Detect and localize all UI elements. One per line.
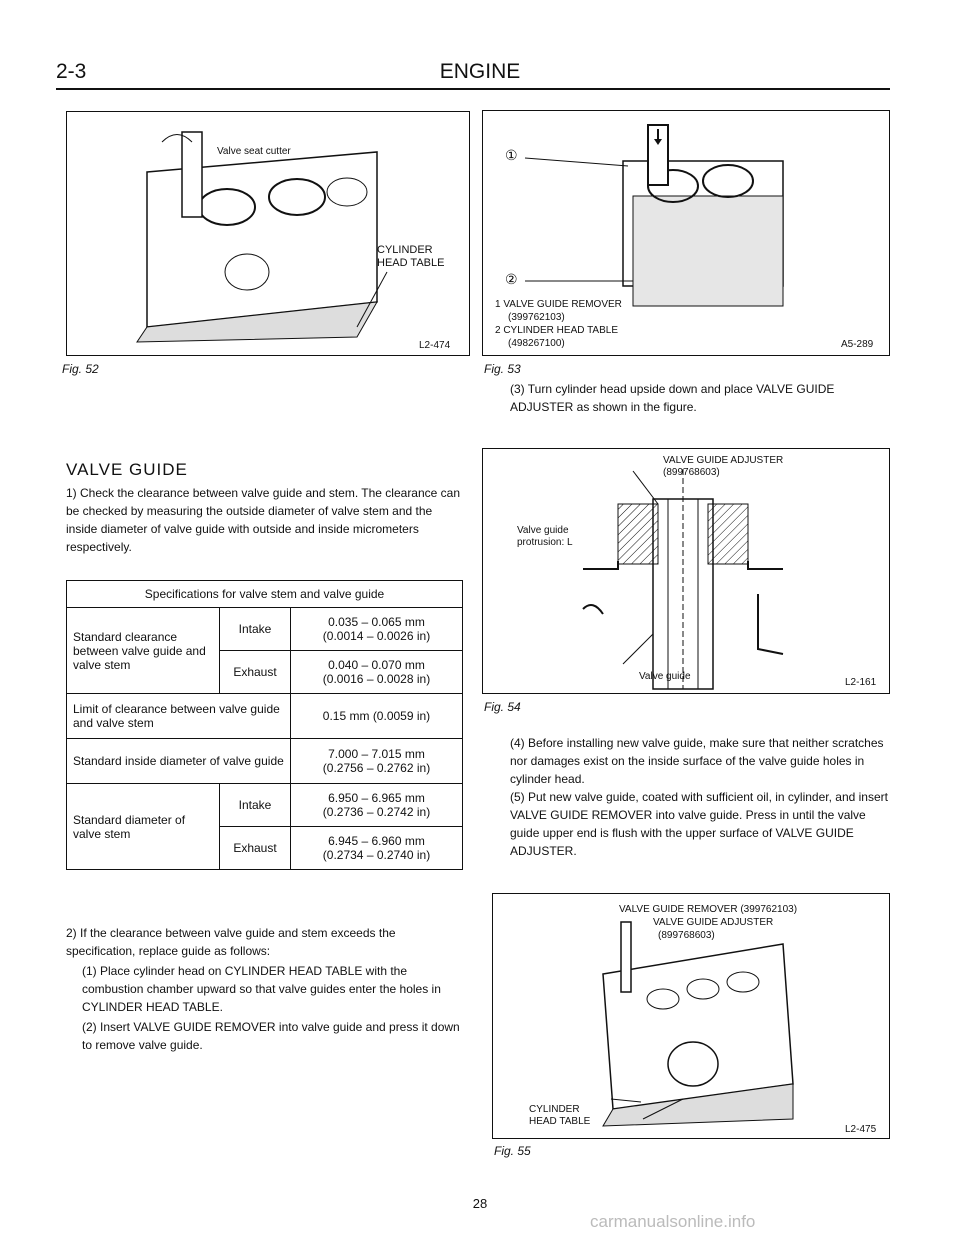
figure-54 (482, 448, 890, 694)
spec-r4-intake-value (291, 784, 463, 827)
spec-table (66, 580, 463, 870)
step-5-text: (5) Put new valve guide, coated with sufficient oil, in cylinder, and insert VALVE GUIDE REMOVER into valve guide. Press in until the valve guide upper end is flush with the upper surface of VALVE GUIDE ADJUSTER. (510, 790, 888, 858)
spec-r1-exhaust-in: (0.0016 – 0.0028 in) (322, 672, 431, 686)
spec-r1-intake-mm: 0.035 – 0.065 mm (328, 615, 425, 629)
watermark: carmanualsonline.info (590, 1212, 756, 1231)
paragraph-2: 2) If the clearance between valve guide and stem exceeds the specification, replace guide as follows: (66, 926, 396, 958)
fig53-code: A5-289 (841, 339, 874, 350)
spec-r4-exhaust-in: (0.2734 – 0.2740 in) (322, 848, 431, 862)
section-number: 2-3 (56, 60, 87, 83)
spec-r1-intake-in: (0.0014 – 0.0026 in) (322, 629, 431, 643)
fig55-label-adjuster-2: (899768603) (658, 930, 715, 941)
fig53-item2-line1: 2 CYLINDER HEAD TABLE (495, 325, 619, 336)
fig55-label-adjuster-1: VALVE GUIDE ADJUSTER (653, 917, 774, 928)
fig52-code: L2-474 (419, 340, 451, 351)
fig55-label-table-1: CYLINDER (529, 1104, 580, 1115)
paragraph-2-1: (1) Place cylinder head on CYLINDER HEAD TABLE with the combustion chamber upward so that valve guides enter the holes in CYLINDER HEAD TABLE. (82, 964, 441, 1014)
spec-r2-label: Limit of clearance between valve guide and valve stem (67, 694, 291, 739)
figure-52 (66, 111, 470, 356)
spec-r3-label: Standard inside diameter of valve guide (67, 739, 291, 784)
fig54-label-guide: Valve guide (639, 671, 691, 682)
fig54-illustration (483, 449, 889, 693)
step-3-text: (3) Turn cylinder head upside down and place VALVE GUIDE ADJUSTER as shown in the figure. (510, 382, 835, 414)
spec-r2-value: 0.15 mm (0.0059 in) (291, 694, 463, 739)
fig53-item1-line2: (399762103) (508, 312, 565, 323)
fig53-callout-1: ① (505, 147, 518, 163)
spec-r3-mm: 7.000 – 7.015 mm (328, 747, 425, 761)
fig52-label-table-2: HEAD TABLE (377, 257, 445, 269)
paragraph-2-2: (2) Insert VALVE GUIDE REMOVER into valve guide and press it down to remove valve guide. (82, 1020, 460, 1052)
fig52-label-table-1: CYLINDER (377, 244, 433, 256)
fig54-caption: Fig. 54 (484, 700, 521, 714)
spec-r4-intake-mm: 6.950 – 6.965 mm (328, 791, 425, 805)
spec-r4-intake-label: Intake (220, 784, 291, 827)
fig53-caption: Fig. 53 (484, 362, 521, 376)
page-number: 28 (472, 1196, 488, 1211)
fig55-label-remover: VALVE GUIDE REMOVER (399762103) (619, 904, 798, 915)
spec-r4-exhaust-label: Exhaust (220, 827, 291, 870)
fig54-label-adjuster-2: (899768603) (663, 467, 720, 478)
figure-53 (482, 110, 890, 356)
spec-r1-label: Standard clearance between valve guide and valve stem (67, 608, 220, 694)
fig53-item2-line2: (498267100) (508, 338, 565, 349)
figure-55 (492, 893, 890, 1139)
step-4-text: (4) Before installing new valve guide, make sure that neither scratches nor damages exist on the inside surface of the valve guide holes in cylinder head. (510, 736, 884, 786)
section-heading: VALVE GUIDE (66, 460, 188, 479)
spec-r1-exhaust-label: Exhaust (220, 651, 291, 694)
fig55-code: L2-475 (845, 1124, 877, 1135)
header-rule (56, 88, 890, 90)
fig52-caption: Fig. 52 (62, 362, 99, 376)
spec-r1-intake-label: Intake (220, 608, 291, 651)
paragraph-1: 1) Check the clearance between valve guide and stem. The clearance can be checked by measuring the outside diameter of valve stem and the inside diameter of valve guide with outside and inside micrometers respectively. (66, 486, 461, 554)
spec-r4-exhaust-value (291, 827, 463, 870)
spec-r1-exhaust-value (291, 651, 463, 694)
fig54-label-protrusion-1: Valve guide (517, 525, 569, 536)
spec-table-title: Specifications for valve stem and valve guide (67, 581, 463, 608)
fig54-label-protrusion-2: protrusion: L (517, 537, 573, 548)
spec-r3-in: (0.2756 – 0.2762 in) (322, 761, 431, 775)
fig55-caption: Fig. 55 (494, 1144, 531, 1158)
fig54-code: L2-161 (845, 677, 877, 688)
page-title: ENGINE (439, 60, 521, 83)
fig52-label-cutter: Valve seat cutter (217, 146, 291, 157)
spec-r1-intake-value (291, 608, 463, 651)
spec-r4-label: Standard diameter of valve stem (67, 784, 220, 870)
spec-r4-exhaust-mm: 6.945 – 6.960 mm (328, 834, 425, 848)
spec-r1-exhaust-mm: 0.040 – 0.070 mm (328, 658, 425, 672)
fig55-label-table-2: HEAD TABLE (529, 1116, 591, 1127)
fig53-item1-line1: 1 VALVE GUIDE REMOVER (495, 299, 622, 310)
spec-r4-intake-in: (0.2736 – 0.2742 in) (322, 805, 431, 819)
spec-r3-value (291, 739, 463, 784)
fig54-label-adjuster-1: VALVE GUIDE ADJUSTER (663, 455, 784, 466)
fig53-callout-2: ② (505, 271, 518, 287)
